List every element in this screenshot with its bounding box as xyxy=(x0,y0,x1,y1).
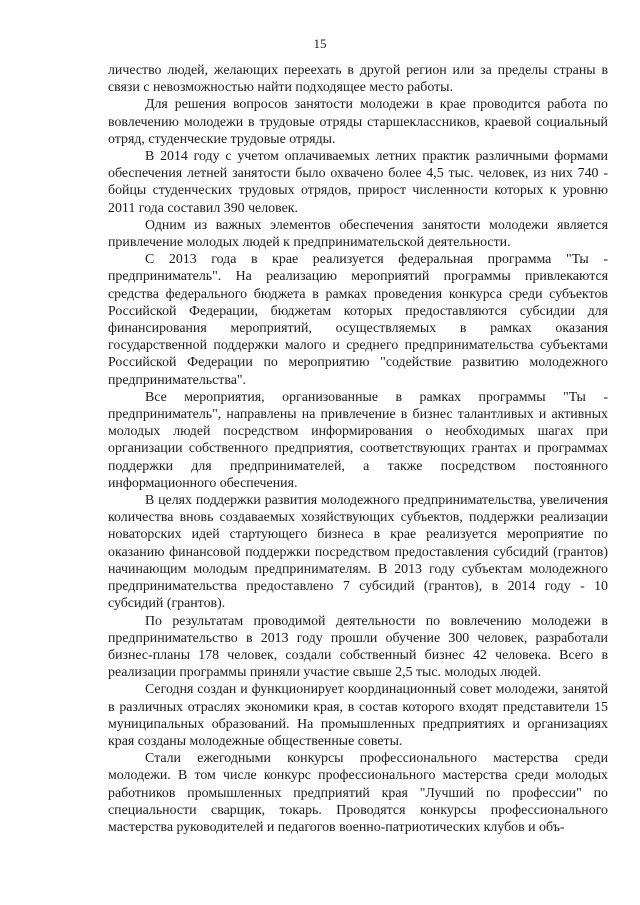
paragraph-coordination-council: Сегодня создан и функционирует координационный совет молодежи, занятой в различных отраслях экономики края, в состав которого входят представители 15 муниципальных образований. На промышленных предприятиях и организациях края созданы молодежные общественные советы. xyxy=(108,682,608,749)
document-body xyxy=(108,62,608,836)
paragraph-program-events: Все мероприятия, организованные в рамках программы "Ты - предприниматель", направлены на привлечение в бизнес талантливых и активных молодых людей посредством информирования о необходимых шагах при организации собственного предприятия, соответствующих грантах и программах поддержки для предпринимателей, а также посредством постоянного информационного обеспечения. xyxy=(108,389,608,491)
paragraph-program-results: По результатам проводимой деятельности по вовлечению молодежи в предпринимательство в 2013 году прошли обучение 300 человек, разработали бизнес-планы 178 человек, создали собственный бизнес 42 человека. Всего в реализации программы приняли участие свыше 2,5 тыс. молодых людей. xyxy=(108,613,608,681)
paragraph-summer-employment-2014: В 2014 году с учетом оплачиваемых летних практик различными формами обеспечения летней занятости было охвачено более 4,5 тыс. человек, из них 740 - бойцы студенческих трудовых отрядов, прирост численности которых к уровню 2011 года составил 390 человек. xyxy=(108,149,608,216)
paragraph-grants-support: В целях поддержки развития молодежного предпринимательства, увеличения количества вновь создаваемых хозяйствующих субъектов, поддержки реализации новаторских идей стартующего бизнеса в крае реализуется мероприятие по оказанию финансовой поддержки посредством предоставления субсидий (грантов) начинающим молодым предпринимателям. В 2013 году субъектам молодежного предпринимательства предоставлено 7 субсидий (грантов), в 2014 году - 10 субсидий (грантов). xyxy=(108,493,608,612)
paragraph-entrepreneurship-importance: Одним из важных элементов обеспечения занятости молодежи является привлечение молодых людей к предпринимательской деятельности. xyxy=(108,217,608,251)
paragraph-youth-employment-work: Для решения вопросов занятости молодежи в крае проводится работа по вовлечению молодежи в трудовые отряды старшеклассников, краевой социальный отряд, студенческие трудовые отряды. xyxy=(108,97,608,147)
paragraph-federal-program: С 2013 года в крае реализуется федеральная программа "Ты - предприниматель". На реализацию мероприятий программы привлекаются средства федерального бюджета в рамках проведения конкурса среди субъектов Российской Федерации, бюджетам которых предоставляются субсидии для финансирования мероприятий, осуществляемых в рамках оказания государственной поддержки малого и среднего предпринимательства субъектами Российской Федерации по мероприятию "содействие развитию молодежного предпринимательства". xyxy=(108,252,608,388)
page-number: 15 xyxy=(313,36,327,51)
paragraph-continuation: личество людей, желающих переехать в другой регион или за пределы страны в связи с невозможностью найти подходящее место работы. xyxy=(108,63,608,96)
paragraph-skills-contests: Стали ежегодными конкурсы профессионального мастерства среди молодежи. В том числе конкурс профессионального мастерства среди молодых работников промышленных предприятий края "Лучший по профессии" по специальности сварщик, токарь. Проводятся конкурсы профессионального мастерства руководителей и педагогов военно-патриотических клубов и объ- xyxy=(108,751,608,835)
